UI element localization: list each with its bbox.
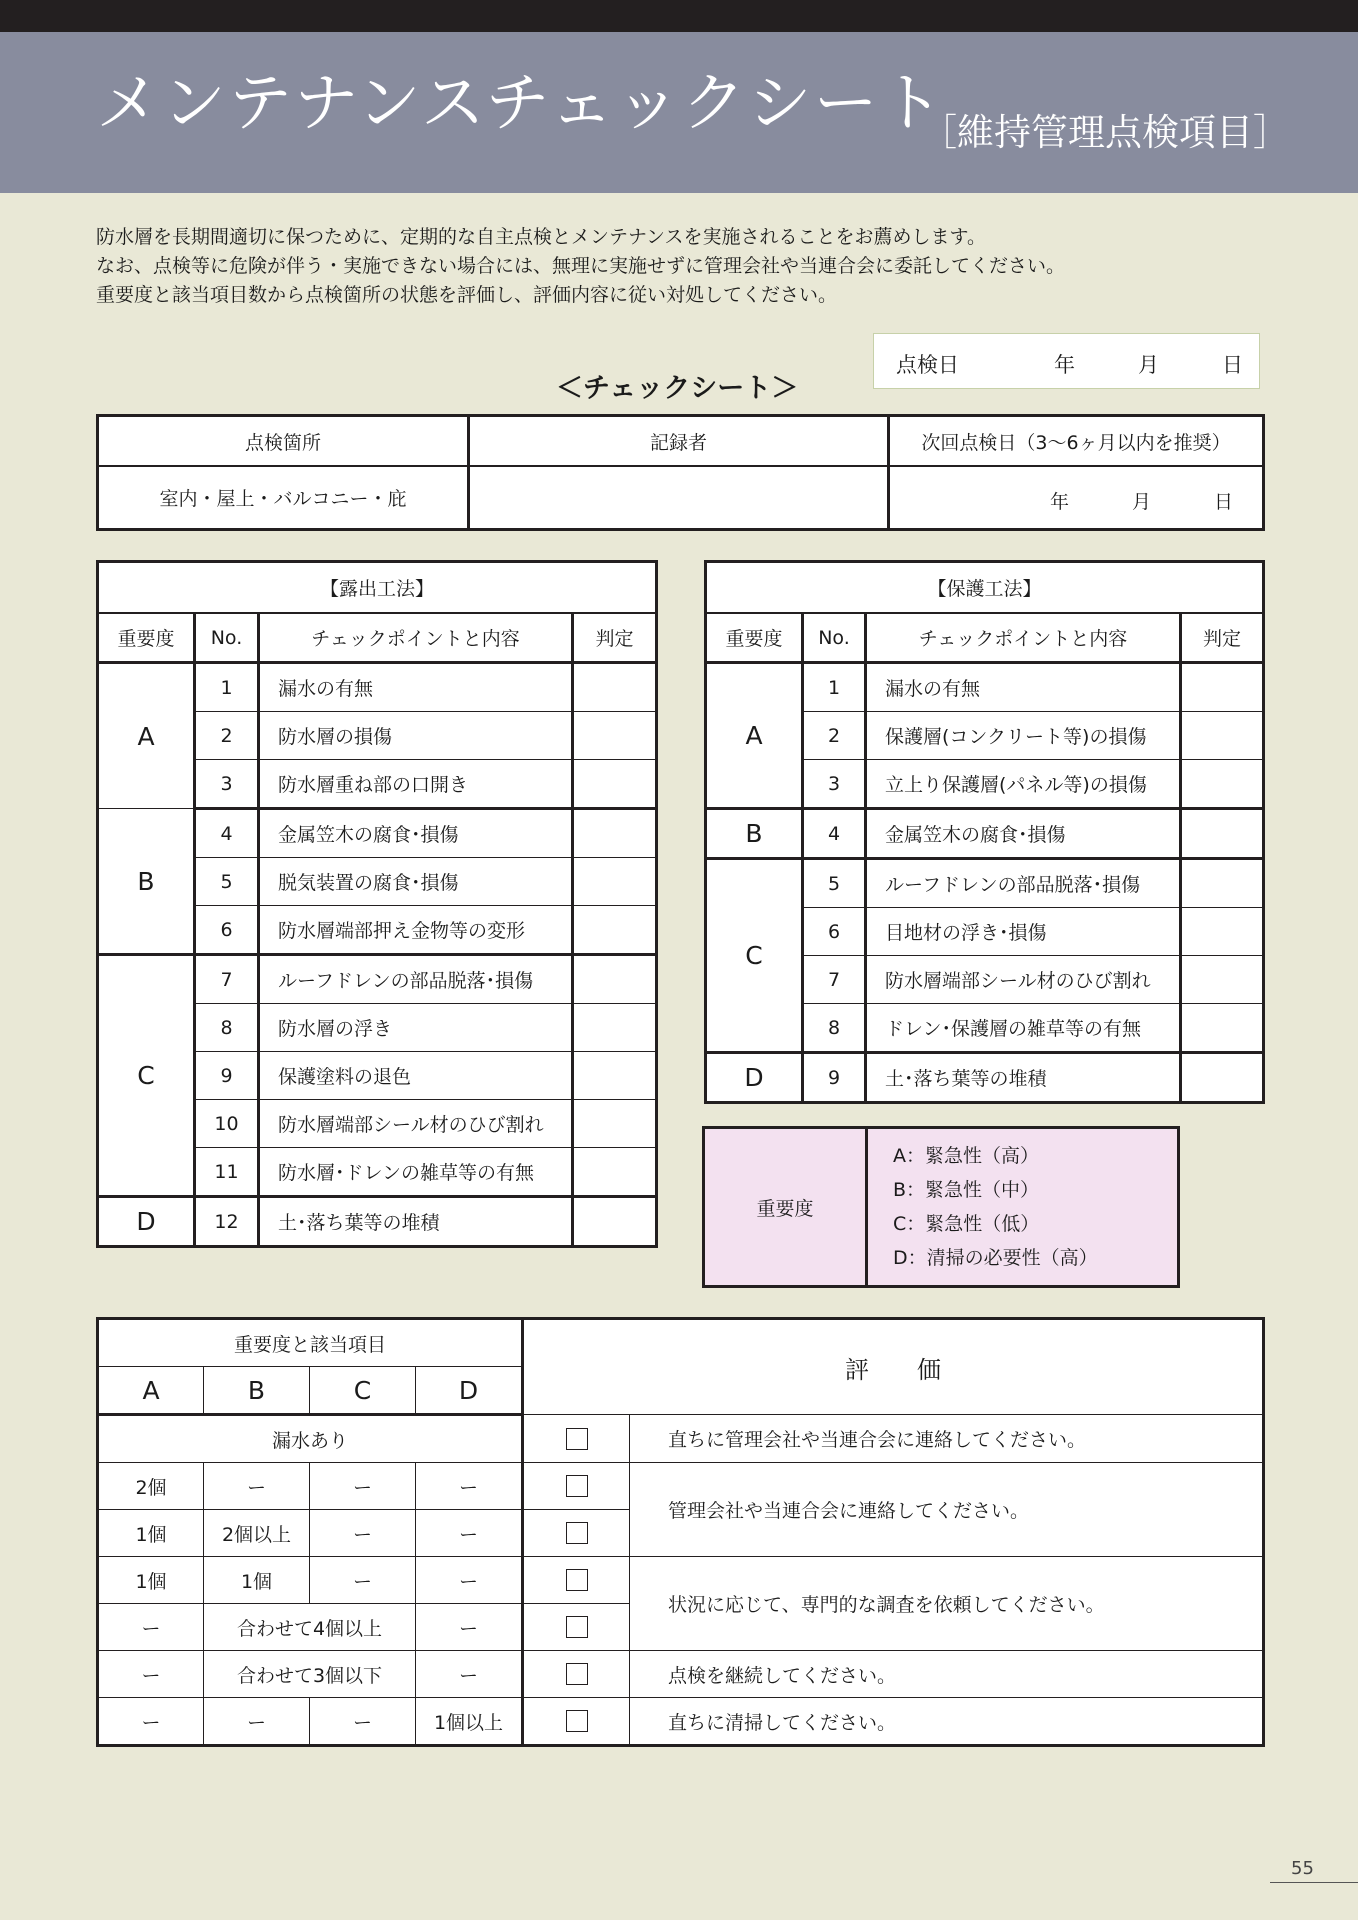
location-value: 室内・屋上・バルコニー・庇 (98, 466, 469, 530)
page-title: メンテナンスチェックシート (96, 67, 946, 141)
level-c-header: C (310, 1367, 416, 1415)
exposed-method-table (96, 560, 658, 1248)
point-col-header: チェックポイントと内容 (866, 613, 1181, 663)
top-bar (0, 0, 1358, 32)
eval-message: 直ちに管理会社や当連合会に連絡してください。 (630, 1415, 1264, 1463)
eval-message: 点検を継続してください。 (630, 1651, 1264, 1698)
judge-cell[interactable] (573, 1197, 657, 1247)
page-number: 55 (1291, 1858, 1314, 1879)
next-year-label: 年 (1050, 491, 1070, 513)
legend-item-d: D：清掃の必要性（高） (893, 1247, 1098, 1269)
item-text: 目地材の浮き･損傷 (866, 908, 1181, 956)
judge-col-header: 判定 (573, 613, 657, 663)
item-no: 10 (195, 1100, 259, 1148)
count-cell: 1個以上 (416, 1698, 523, 1746)
item-no: 1 (803, 663, 866, 712)
checkbox[interactable] (566, 1522, 588, 1544)
item-no: 8 (195, 1004, 259, 1052)
count-cell: 合わせて4個以上 (204, 1604, 416, 1651)
judge-cell[interactable] (573, 906, 657, 955)
location-header: 点検箇所 (98, 416, 469, 467)
item-no: 5 (195, 858, 259, 906)
judge-cell[interactable] (573, 1052, 657, 1100)
item-text: ルーフドレンの部品脱落･損傷 (259, 955, 573, 1004)
judge-cell[interactable] (573, 663, 657, 712)
item-no: 8 (803, 1004, 866, 1053)
item-no: 12 (195, 1197, 259, 1247)
item-text: 保護塗料の退色 (259, 1052, 573, 1100)
no-col-header: No. (195, 613, 259, 663)
sheet-title: ＜チェックシート＞ (556, 373, 799, 404)
inspection-year-label: 年 (1054, 353, 1075, 377)
judge-cell[interactable] (1181, 1053, 1264, 1103)
count-cell: ー (310, 1698, 416, 1746)
level-b-header: B (204, 1367, 310, 1415)
count-cell: ー (416, 1604, 523, 1651)
grade-cell: D (706, 1053, 803, 1103)
item-text: 保護層(コンクリート等)の損傷 (866, 712, 1181, 760)
item-no: 9 (195, 1052, 259, 1100)
item-text: 防水層端部シール材のひび割れ (259, 1100, 573, 1148)
grade-cell: C (706, 859, 803, 1053)
item-text: 土･落ち葉等の堆積 (259, 1197, 573, 1247)
grade-cell: D (98, 1197, 195, 1247)
checkbox[interactable] (566, 1663, 588, 1685)
count-cell: 2個以上 (204, 1510, 310, 1557)
intro-line: 重要度と該当項目数から点検箇所の状態を評価し、評価内容に従い対処してください。 (96, 284, 838, 306)
level-d-header: D (416, 1367, 523, 1415)
count-cell: 1個 (98, 1557, 204, 1604)
count-cell: 2個 (98, 1463, 204, 1510)
item-no: 5 (803, 859, 866, 908)
eval-message: 管理会社や当連合会に連絡してください。 (630, 1463, 1264, 1557)
next-month-label: 月 (1132, 491, 1152, 513)
judge-cell[interactable] (1181, 712, 1264, 760)
checkbox[interactable] (566, 1569, 588, 1591)
item-no: 4 (803, 809, 866, 859)
count-cell: ー (204, 1463, 310, 1510)
evaluation-label: 評 価 (523, 1319, 1264, 1415)
grade-legend (702, 1126, 1180, 1288)
page-number-rule (1270, 1882, 1358, 1883)
no-col-header: No. (803, 613, 866, 663)
item-text: 金属笠木の腐食･損傷 (259, 809, 573, 858)
item-no: 7 (195, 955, 259, 1004)
inspection-date-box[interactable] (873, 333, 1260, 389)
item-no: 1 (195, 663, 259, 712)
recorder-field[interactable] (469, 466, 889, 530)
grade-cell: A (706, 663, 803, 809)
eval-message: 状況に応じて、専門的な調査を依頼してください。 (630, 1557, 1264, 1651)
count-cell: 1個 (204, 1557, 310, 1604)
next-date-header: 次回点検日（3〜6ヶ月以内を推奨） (889, 416, 1264, 467)
checkbox-cell[interactable] (523, 1510, 630, 1557)
legend-item-a: A：緊急性（高） (893, 1145, 1039, 1167)
count-cell: ー (98, 1604, 204, 1651)
item-no: 9 (803, 1053, 866, 1103)
judge-cell[interactable] (1181, 908, 1264, 956)
item-no: 11 (195, 1148, 259, 1197)
leak-row: 漏水あり (98, 1415, 523, 1463)
legend-item-c: C：緊急性（低） (893, 1213, 1040, 1235)
judge-cell[interactable] (573, 858, 657, 906)
count-cell: 1個 (98, 1510, 204, 1557)
intro-line: なお、点検等に危険が伴う・実施できない場合には、無理に実施せずに管理会社や当連合会に委託してください。 (96, 255, 1066, 277)
count-cell: ー (310, 1510, 416, 1557)
intro-text (96, 223, 1065, 310)
item-text: ルーフドレンの部品脱落･損傷 (866, 859, 1181, 908)
intro-line: 防水層を長期間適切に保つために、定期的な自主点検とメンテナンスを実施されることをお薦めします。 (96, 226, 986, 248)
level-a-header: A (98, 1367, 204, 1415)
item-text: 防水層重ね部の口開き (259, 760, 573, 809)
count-cell: ー (310, 1463, 416, 1510)
judge-cell[interactable] (1181, 760, 1264, 809)
judge-cell[interactable] (1181, 809, 1264, 859)
judge-col-header: 判定 (1181, 613, 1264, 663)
recorder-header: 記録者 (469, 416, 889, 467)
count-cell: ー (416, 1510, 523, 1557)
checkbox-cell[interactable] (523, 1557, 630, 1604)
count-cell: ー (416, 1651, 523, 1698)
legend-label: 重要度 (705, 1129, 868, 1285)
checkbox[interactable] (566, 1710, 588, 1732)
item-no: 6 (195, 906, 259, 955)
grade-col-header: 重要度 (706, 613, 803, 663)
checkbox-cell[interactable] (523, 1698, 630, 1746)
item-text: 金属笠木の腐食･損傷 (866, 809, 1181, 859)
judge-cell[interactable] (573, 809, 657, 858)
item-no: 3 (803, 760, 866, 809)
checkbox-cell[interactable] (523, 1604, 630, 1651)
count-cell: ー (204, 1698, 310, 1746)
checkbox-cell[interactable] (523, 1651, 630, 1698)
judge-cell[interactable] (573, 712, 657, 760)
item-text: ドレン･保護層の雑草等の有無 (866, 1004, 1181, 1053)
grade-cell: B (706, 809, 803, 859)
grade-cell: C (98, 955, 195, 1197)
item-text: 防水層･ドレンの雑草等の有無 (259, 1148, 573, 1197)
item-no: 3 (195, 760, 259, 809)
grade-cell: A (98, 663, 195, 809)
judge-cell[interactable] (573, 760, 657, 809)
evaluation-header: 重要度と該当項目 (98, 1319, 523, 1367)
next-date-field[interactable] (889, 466, 1264, 530)
protected-title: 【保護工法】 (706, 562, 1264, 614)
next-day-label: 日 (1214, 491, 1234, 513)
count-cell: 合わせて3個以下 (204, 1651, 416, 1698)
inspection-month-label: 月 (1138, 353, 1159, 377)
judge-cell[interactable] (1181, 859, 1264, 908)
item-text: 漏水の有無 (866, 663, 1181, 712)
item-text: 防水層端部シール材のひび割れ (866, 956, 1181, 1004)
item-text: 立上り保護層(パネル等)の損傷 (866, 760, 1181, 809)
judge-cell[interactable] (1181, 956, 1264, 1004)
judge-cell[interactable] (1181, 1004, 1264, 1053)
item-no: 2 (195, 712, 259, 760)
inspection-date-label: 点検日 (896, 353, 959, 377)
protected-method-table (704, 560, 1265, 1104)
judge-cell[interactable] (573, 1148, 657, 1197)
count-cell: ー (98, 1698, 204, 1746)
checkbox-cell[interactable] (523, 1463, 630, 1510)
checkbox[interactable] (566, 1428, 588, 1450)
checkbox[interactable] (566, 1475, 588, 1497)
checkbox-cell[interactable] (523, 1415, 630, 1463)
exposed-title: 【露出工法】 (98, 562, 657, 614)
judge-cell[interactable] (1181, 663, 1264, 712)
count-cell: ー (416, 1557, 523, 1604)
count-cell: ー (416, 1463, 523, 1510)
evaluation-table (96, 1317, 1265, 1747)
item-no: 6 (803, 908, 866, 956)
item-no: 4 (195, 809, 259, 858)
grade-cell: B (98, 809, 195, 955)
item-text: 脱気装置の腐食･損傷 (259, 858, 573, 906)
judge-cell[interactable] (573, 1004, 657, 1052)
item-text: 防水層の浮き (259, 1004, 573, 1052)
judge-cell[interactable] (573, 1100, 657, 1148)
item-no: 2 (803, 712, 866, 760)
item-text: 漏水の有無 (259, 663, 573, 712)
item-text: 防水層の損傷 (259, 712, 573, 760)
judge-cell[interactable] (573, 955, 657, 1004)
page-subtitle: ［維持管理点検項目］ (920, 111, 1290, 154)
item-text: 防水層端部押え金物等の変形 (259, 906, 573, 955)
item-no: 7 (803, 956, 866, 1004)
inspection-day-label: 日 (1222, 353, 1243, 377)
grade-col-header: 重要度 (98, 613, 195, 663)
info-table (96, 414, 1265, 531)
legend-item-b: B：緊急性（中） (893, 1179, 1040, 1201)
eval-message: 直ちに清掃してください。 (630, 1698, 1264, 1746)
count-cell: ー (98, 1651, 204, 1698)
point-col-header: チェックポイントと内容 (259, 613, 573, 663)
item-text: 土･落ち葉等の堆積 (866, 1053, 1181, 1103)
checkbox[interactable] (566, 1616, 588, 1638)
count-cell: ー (310, 1557, 416, 1604)
